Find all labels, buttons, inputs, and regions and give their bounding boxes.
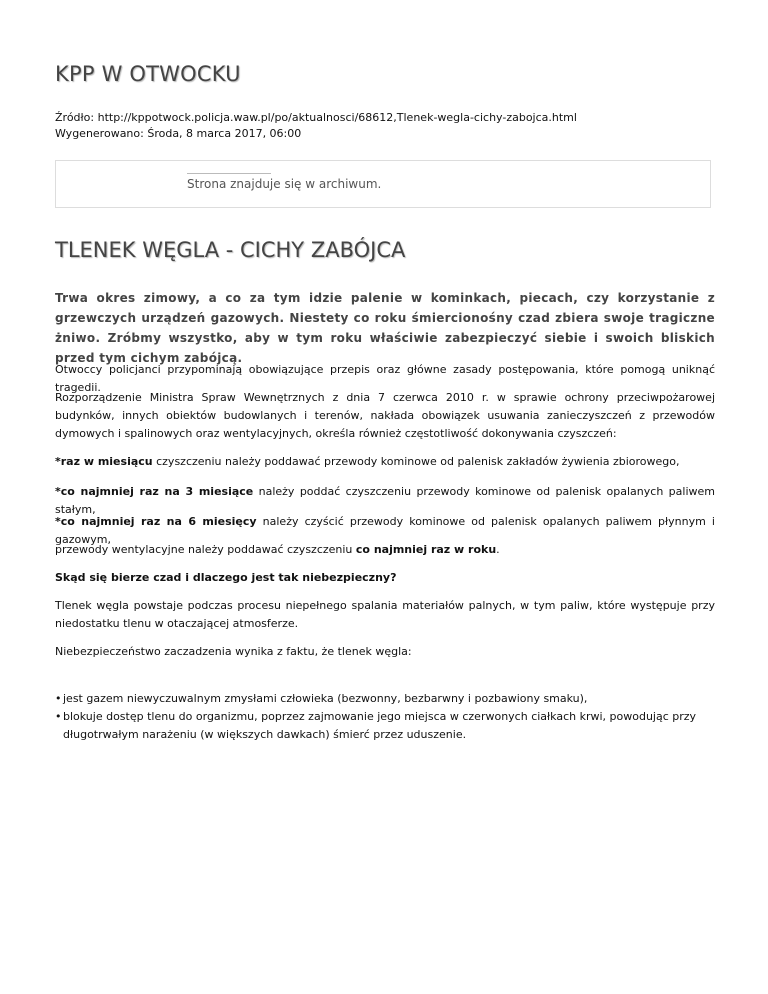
bullet-icon: • — [55, 710, 62, 723]
generated-line — [55, 126, 577, 142]
rule-yearly — [55, 541, 715, 559]
rule-quarterly-bold: *co najmniej raz na 3 miesiące — [55, 485, 254, 498]
source-label: Źródło: — [55, 111, 95, 124]
danger-list — [55, 690, 715, 744]
rule-quarterly-text: należy poddać czyszczeniu przewody kominowe od palenisk opalanych paliwem stałym, — [55, 485, 715, 516]
rule-semiannual-bold: *co najmniej raz na 6 miesięcy — [55, 515, 257, 528]
site-title: KPP W OTWOCKU — [55, 62, 241, 86]
source-line — [55, 110, 577, 126]
archive-text: Strona znajduje się w archiwum. — [187, 177, 382, 191]
bullet-icon: • — [55, 692, 62, 705]
list-item-text: jest gazem niewyczuwalnym zmysłami człowieka (bezwonny, bezbarwny i pozbawiony smaku), — [63, 692, 588, 705]
archive-divider — [187, 173, 271, 174]
archive-notice — [55, 160, 711, 208]
paragraph-origin: Tlenek węgla powstaje podczas procesu niepełnego spalania materiałów palnych, w tym paliw, które występuje przy niedostatku tlenu w otaczającej atmosferze. — [55, 599, 715, 630]
question-text: Skąd się bierze czad i dlaczego jest tak niebezpieczny? — [55, 571, 397, 584]
question-heading — [55, 569, 715, 587]
article-lead: Trwa okres zimowy, a co za tym idzie palenie w kominkach, piecach, czy korzystanie z grzewczych urządzeń gazowych. Niestety co roku śmiercionośny czad zbiera swoje tragiczne żniwo. Zróbmy wszystko, aby w tym roku właściwie zabezpieczyć siebie i swoich bliskich przed tym cichym zabójcą. — [55, 291, 715, 365]
source-url[interactable]: http://kppotwock.policja.waw.pl/po/aktualnosci/68612,Tlenek-wegla-cichy-zabojca.html — [97, 111, 577, 124]
article-title: TLENEK WĘGLA - CICHY ZABÓJCA — [55, 238, 406, 262]
paragraph-danger: Niebezpieczeństwo zaczadzenia wynika z faktu, że tlenek węgla: — [55, 645, 412, 658]
rule-yearly-bold: co najmniej raz w roku — [355, 543, 497, 556]
paragraph-regulation: Rozporządzenie Ministra Spraw Wewnętrznych z dnia 7 czerwca 2010 r. w sprawie ochrony przeciwpożarowej budynków, innych obiektów budowlanych i terenów, nakłada obowiązek usuwania zanieczyszczeń z przewodów dymowych i spalinowych oraz wentylacyjnych, określa również częstotliwość dokonywania czyszczeń: — [55, 391, 715, 440]
rule-yearly-end: . — [496, 543, 500, 556]
document-meta — [55, 110, 577, 142]
generated-label: Wygenerowano: — [55, 127, 144, 140]
paragraph-intro: Otwoccy policjanci przypominają obowiązujące przepis oraz główne zasady postępowania, które pomogą uniknąć tragedii. — [55, 363, 715, 394]
rule-monthly-text: czyszczeniu należy poddawać przewody kominowe od palenisk zakładów żywienia zbiorowego, — [152, 455, 680, 468]
rule-yearly-text: przewody wentylacyjne należy poddawać czyszczeniu — [55, 543, 356, 556]
list-item-text: blokuje dostęp tlenu do organizmu, poprzez zajmowanie jego miejsca w czerwonych ciałkach krwi, powodując przy długotrwałym narażeniu (w większych dawkach) śmierć przez uduszenie. — [63, 710, 697, 741]
rule-monthly-bold: *raz w miesiącu — [55, 455, 153, 468]
list-item — [55, 708, 715, 744]
list-item — [55, 690, 715, 708]
generated-date: Środa, 8 marca 2017, 06:00 — [147, 127, 302, 140]
rule-monthly — [55, 453, 715, 471]
rule-semiannual-text: należy czyścić przewody kominowe od palenisk opalanych paliwem płynnym i gazowym, — [55, 515, 715, 546]
